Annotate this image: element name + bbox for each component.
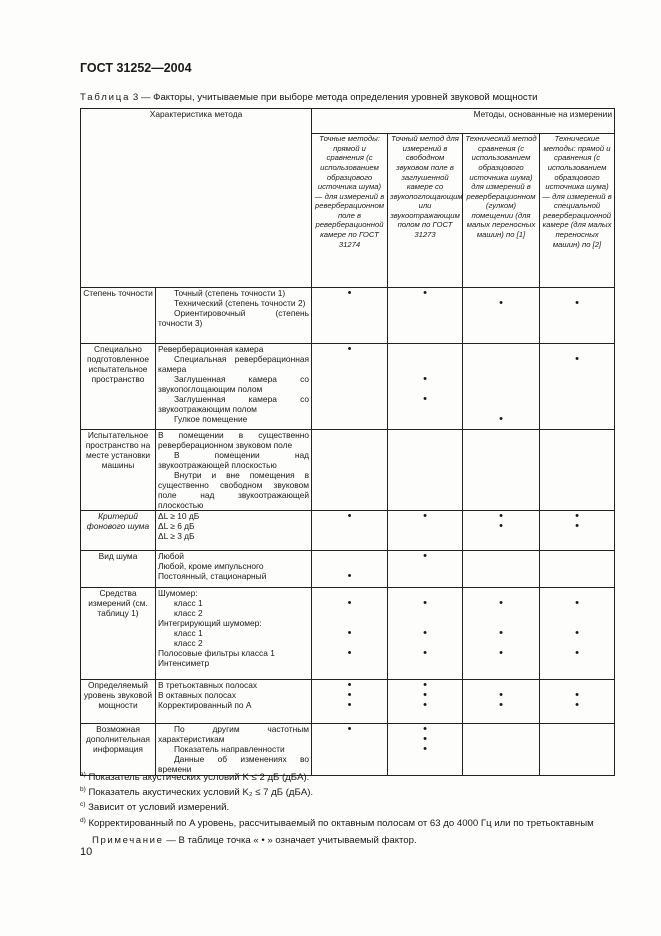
empty-slot (390, 440, 460, 450)
method-cell (388, 288, 463, 344)
empty-slot (390, 430, 460, 440)
note-text: — В таблице точка « • » означает учитываемый фактор. (163, 834, 417, 846)
empty-slot (465, 744, 537, 754)
row-category: Возможная дополнительная информация (81, 724, 156, 776)
empty-slot (314, 440, 385, 450)
empty-slot (542, 384, 612, 394)
method-cell (540, 288, 615, 344)
method-cell (540, 511, 615, 551)
method-cell (540, 344, 615, 430)
factor-dot: • (347, 510, 352, 522)
table-note (80, 835, 620, 847)
option-text: Заглушенная камера со звукопоглощающим полом (158, 374, 310, 394)
empty-slot (465, 344, 537, 354)
empty-slot (542, 450, 612, 460)
empty-slot (314, 364, 385, 374)
option-line (158, 648, 309, 658)
option-line (158, 298, 309, 308)
row-category: Критерий фонового шума (81, 511, 156, 551)
option-text: Полосовые фильтры класса 1 (158, 648, 275, 658)
factor-dot: • (423, 550, 427, 562)
method-cell (312, 551, 388, 588)
row-category: Специально подготовленное испытательное пространство (81, 344, 156, 430)
method-cell (388, 680, 463, 724)
empty-slot (314, 608, 385, 618)
empty-slot (542, 531, 612, 541)
option-text: Реверберационная камера (158, 344, 264, 354)
row-options (156, 588, 312, 680)
factor-dot: • (499, 689, 503, 701)
empty-slot (542, 394, 612, 404)
option-text: Корректированный по A (158, 700, 252, 710)
option-line (158, 521, 309, 531)
empty-slot (465, 571, 537, 581)
empty-slot (314, 658, 385, 668)
method-cell (463, 680, 540, 724)
option-line (158, 638, 309, 648)
method-header: Точный метод для измерений в свободном звуковом поле в заглушенной камере со звукопоглощающим или звукоотражающим полом по ГОСТ 31273 (388, 134, 463, 288)
empty-slot (390, 571, 460, 581)
factor-dot: • (575, 520, 579, 532)
option-text: Ориентировочный (степень точности 3) (158, 308, 310, 328)
method-cell (540, 724, 615, 776)
factor-dot: • (499, 510, 503, 522)
factor-dot: • (423, 679, 427, 691)
footnote: $^{c)}$ Зависит от условий измерений. (80, 801, 230, 814)
empty-slot (314, 308, 385, 318)
factor-dot: • (423, 597, 427, 609)
empty-slot (314, 734, 385, 744)
factor-dot: • (423, 373, 427, 385)
option-text: Интенсиметр (158, 658, 210, 668)
option-line (158, 680, 309, 690)
factor-dot: • (423, 393, 427, 405)
factor-dot: • (423, 647, 427, 659)
empty-slot (465, 374, 537, 384)
empty-slot (390, 414, 460, 424)
factor-dot: • (347, 343, 352, 355)
option-text: класс 1 (174, 628, 203, 638)
option-text: ΔL ≥ 6 дБ (158, 521, 195, 531)
factor-dot: • (347, 647, 352, 659)
empty-slot (390, 450, 460, 460)
option-line (158, 658, 309, 668)
row-options (156, 511, 312, 551)
method-cell (463, 724, 540, 776)
option-text: Интегрирующий шумомер: (158, 618, 262, 628)
empty-slot (314, 384, 385, 394)
option-text: В третьоктавных полосах (158, 680, 258, 690)
empty-slot (314, 404, 385, 414)
option-text: класс 2 (174, 608, 203, 618)
row-category: Средства измерений (см. таблицу 1) (81, 588, 156, 680)
option-line (158, 744, 309, 754)
empty-slot (465, 561, 537, 571)
factor-dot: • (499, 520, 503, 532)
empty-slot (542, 551, 612, 561)
method-cell (463, 511, 540, 551)
row-options (156, 288, 312, 344)
empty-slot (465, 440, 537, 450)
empty-slot (542, 430, 612, 440)
factor-dot: • (575, 689, 579, 701)
row-category: Степень точности (81, 288, 156, 344)
factor-dot: • (575, 353, 579, 365)
empty-slot (390, 521, 460, 531)
factor-dot: • (423, 627, 427, 639)
empty-slot (542, 658, 612, 668)
option-text: Специальная реверберационная камера (158, 354, 310, 374)
empty-slot (542, 571, 612, 581)
option-text: Данные об изменениях во времени (158, 754, 310, 774)
method-cell (312, 588, 388, 680)
method-cell (463, 430, 540, 511)
factor-dot: • (499, 647, 503, 659)
method-cell (312, 511, 388, 551)
empty-slot (542, 440, 612, 450)
empty-slot (542, 561, 612, 571)
empty-slot (390, 608, 460, 618)
method-header: Технические методы: прямой и сравнения (с использованием образцового источника шума) — для измерений в специальной реверберационной камере (для малых переносных машин) по [2] (540, 134, 615, 288)
option-text: В октавных полосах (158, 690, 237, 700)
factor-dot: • (499, 597, 503, 609)
table-row (81, 344, 615, 430)
methods-header: Методы, основанные на измерении (312, 109, 615, 134)
option-line (158, 531, 309, 541)
table-header-row (81, 109, 615, 134)
option-line (158, 511, 309, 521)
footnote: $^{а)}$ Показатель акустических условий K ≤ 2 дБ (дБA). (80, 771, 310, 784)
row-category: Определяемый уровень звуковой мощности (81, 680, 156, 724)
method-cell (388, 588, 463, 680)
option-text: Внутри и вне помещения в существенно свободном звуковом поле над звукоотражающей плоскостью (158, 470, 310, 510)
method-cell (312, 680, 388, 724)
method-cell (312, 344, 388, 430)
option-line (158, 724, 309, 744)
option-line (158, 598, 309, 608)
option-line (158, 690, 309, 700)
table-row (81, 430, 615, 511)
factor-dot: • (423, 510, 427, 522)
method-cell (540, 588, 615, 680)
table-row (81, 724, 615, 776)
factor-dot: • (575, 297, 579, 309)
factor-dot: • (575, 627, 579, 639)
factor-dot: • (347, 287, 352, 299)
empty-slot (542, 364, 612, 374)
factor-dot: • (347, 723, 352, 735)
empty-slot (314, 521, 385, 531)
method-cell (463, 551, 540, 588)
factor-dot: • (423, 743, 427, 755)
footnote: $^{d)}$ Корректированный по A уровень, рассчитываемый по октавным полосам от 63 до 4000 Гц или по третьоктавным (80, 816, 594, 829)
row-options (156, 551, 312, 588)
table-caption (80, 92, 537, 103)
option-line (158, 618, 309, 628)
factor-dot: • (499, 413, 503, 425)
empty-slot (465, 724, 537, 734)
empty-slot (465, 364, 537, 374)
empty-slot (390, 308, 460, 318)
option-line (158, 430, 309, 450)
factor-dot: • (423, 723, 427, 735)
factor-dot: • (575, 647, 579, 659)
empty-slot (465, 551, 537, 561)
option-line (158, 608, 309, 618)
empty-slot (465, 384, 537, 394)
option-line (158, 394, 309, 414)
factor-dot: • (347, 597, 352, 609)
method-cell (388, 511, 463, 551)
footnote: $^{b)}$ Показатель акустических условий K₂ ≤ 7 дБ (дБA). (80, 786, 314, 799)
option-text: ΔL ≥ 3 дБ (158, 531, 195, 541)
empty-slot (314, 354, 385, 364)
caption-label: Таблица (80, 92, 131, 103)
table-row (81, 511, 615, 551)
table-row (81, 288, 615, 344)
empty-slot (542, 734, 612, 744)
factor-dot: • (423, 689, 427, 701)
empty-slot (465, 734, 537, 744)
document-id: ГОСТ 31252—2004 (80, 61, 192, 75)
empty-slot (542, 308, 612, 318)
empty-slot (314, 531, 385, 541)
factor-dot: • (499, 297, 503, 309)
option-line (158, 588, 309, 598)
empty-slot (465, 608, 537, 618)
empty-slot (314, 394, 385, 404)
method-cell (463, 588, 540, 680)
empty-slot (542, 744, 612, 754)
empty-slot (390, 344, 460, 354)
method-cell (388, 724, 463, 776)
row-options (156, 430, 312, 511)
option-text: В помещении над звукоотражающей плоскостью (158, 450, 310, 470)
option-line (158, 571, 309, 581)
method-cell (463, 288, 540, 344)
caption-text: — Факторы, учитываемые при выборе метода определения уровней звуковой мощности (138, 92, 538, 103)
empty-slot (465, 450, 537, 460)
factor-dot: • (347, 627, 352, 639)
empty-slot (465, 394, 537, 404)
method-cell (388, 551, 463, 588)
row-options (156, 680, 312, 724)
option-line (158, 344, 309, 354)
option-line (158, 628, 309, 638)
option-text: класс 1 (174, 598, 203, 608)
empty-slot (465, 531, 537, 541)
method-cell (312, 430, 388, 511)
factor-dot: • (575, 699, 579, 711)
method-cell (312, 724, 388, 776)
option-text: Показатель направленности (174, 744, 285, 754)
footnotes (80, 769, 620, 847)
option-text: Гулкое помещение (174, 414, 248, 424)
factor-dot: • (575, 597, 579, 609)
empty-slot (542, 724, 612, 734)
empty-slot (390, 354, 460, 364)
option-text: Шумомер: (158, 588, 198, 598)
empty-slot (390, 658, 460, 668)
factor-dot: • (347, 699, 352, 711)
empty-slot (390, 404, 460, 414)
empty-slot (542, 608, 612, 618)
option-text: Технический (степень точности 2) (174, 298, 306, 308)
empty-slot (390, 298, 460, 308)
method-cell (388, 344, 463, 430)
empty-slot (314, 430, 385, 440)
option-line (158, 561, 309, 571)
methods-table (80, 108, 615, 776)
option-text: В помещении в существенно реверберационном звуковом поле (158, 430, 310, 450)
option-text: Постоянный, стационарный (158, 571, 267, 581)
empty-slot (390, 531, 460, 541)
option-text: класс 2 (174, 638, 203, 648)
factor-dot: • (423, 699, 427, 711)
option-line (158, 288, 309, 298)
empty-slot (314, 298, 385, 308)
method-cell (540, 551, 615, 588)
factor-dot: • (499, 627, 503, 639)
option-text: По другим частотным характеристикам (158, 724, 310, 744)
row-category: Испытательное пространство на месте установки машины (81, 430, 156, 511)
empty-slot (314, 551, 385, 561)
page-number: 10 (80, 846, 93, 858)
option-line (158, 470, 309, 510)
empty-slot (314, 414, 385, 424)
method-cell (540, 680, 615, 724)
factor-dot: • (423, 287, 427, 299)
option-line (158, 374, 309, 394)
caption-number: 3 (132, 92, 139, 103)
method-cell (463, 344, 540, 430)
row-options (156, 344, 312, 430)
method-cell (312, 288, 388, 344)
empty-slot (390, 561, 460, 571)
factor-dot: • (347, 679, 352, 691)
option-text: Заглушенная камера со звукоотражающим полом (158, 394, 310, 414)
factor-dot: • (347, 570, 352, 582)
row-options (156, 724, 312, 776)
option-line (158, 354, 309, 374)
option-line (158, 414, 309, 424)
table-row (81, 551, 615, 588)
table-row (81, 680, 615, 724)
option-line (158, 450, 309, 470)
empty-slot (542, 414, 612, 424)
row-category: Вид шума (81, 551, 156, 588)
characteristic-header: Характеристика метода (81, 109, 312, 288)
method-cell (388, 430, 463, 511)
option-text: Любой (158, 551, 184, 561)
empty-slot (314, 450, 385, 460)
factor-dot: • (499, 699, 503, 711)
method-cell (540, 430, 615, 511)
empty-slot (465, 308, 537, 318)
empty-slot (465, 658, 537, 668)
option-line (158, 308, 309, 328)
option-line (158, 700, 309, 710)
empty-slot (314, 374, 385, 384)
method-header: Технический метод сравнения (с использованием образцового источника шума) для измерений в реверберационном (гулком) помещении (для малых переносных машин) по [1] (463, 134, 540, 288)
empty-slot (465, 430, 537, 440)
note-label: Примечание (92, 834, 164, 846)
factor-dot: • (423, 733, 427, 745)
empty-slot (542, 404, 612, 414)
empty-slot (465, 354, 537, 364)
table-row (81, 588, 615, 680)
option-line (158, 551, 309, 561)
option-text: Любой, кроме импульсного (158, 561, 264, 571)
empty-slot (542, 374, 612, 384)
option-text: Точный (степень точности 1) (174, 288, 286, 298)
factor-dot: • (575, 510, 579, 522)
factor-dot: • (347, 689, 352, 701)
option-text: ΔL ≥ 10 дБ (158, 511, 200, 521)
method-header: Точные методы: прямой и сравнения (с использованием образцового источника шума) — для измерений в реверберационном поле в реверберационной камере по ГОСТ 31274 (312, 134, 388, 288)
empty-slot (314, 744, 385, 754)
